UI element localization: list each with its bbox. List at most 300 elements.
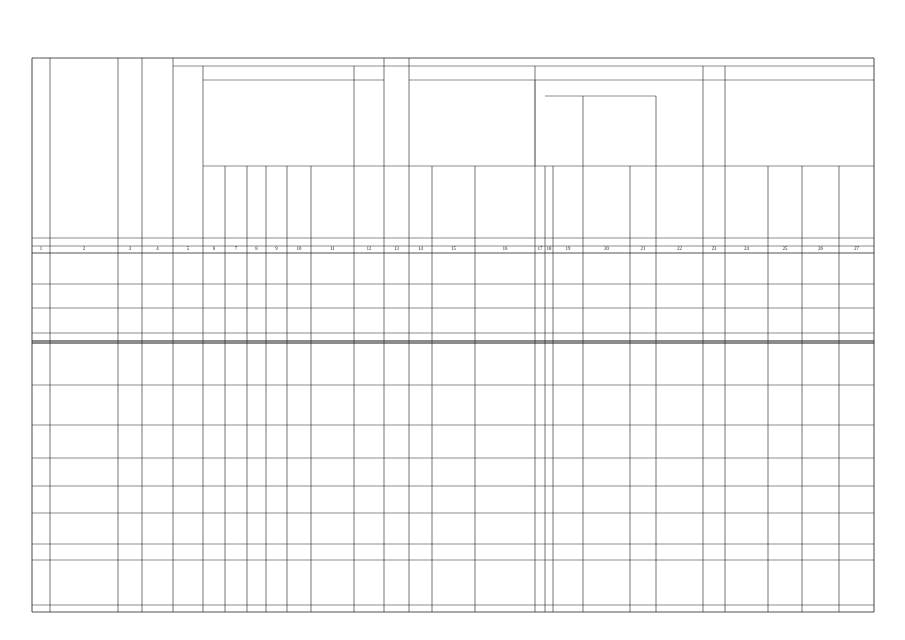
cell-value xyxy=(704,319,723,325)
cell-value xyxy=(803,267,837,273)
cell-value xyxy=(840,403,872,409)
unit-label xyxy=(475,240,535,246)
cell-value xyxy=(143,294,171,300)
cell-value xyxy=(631,319,654,325)
cell-value xyxy=(726,319,766,325)
cell-value xyxy=(803,319,837,325)
cell-value xyxy=(433,581,473,587)
cell-value xyxy=(248,403,264,409)
cell-value xyxy=(248,319,264,325)
cell-value xyxy=(840,267,872,273)
cell-value xyxy=(174,319,201,325)
cell-value xyxy=(840,581,872,587)
cell-value xyxy=(288,470,309,476)
row-number xyxy=(32,335,50,341)
cell-value xyxy=(143,319,171,325)
cell-value xyxy=(546,319,551,325)
cell-value xyxy=(803,403,837,409)
cell-value xyxy=(267,550,285,556)
cell-value xyxy=(554,550,581,556)
cell-value xyxy=(704,440,723,446)
cell-value xyxy=(143,335,171,341)
cell-value xyxy=(226,550,245,556)
cell-value xyxy=(410,335,430,341)
cell-value xyxy=(355,335,382,341)
cell-value xyxy=(385,335,407,341)
cell-value xyxy=(769,335,800,341)
cell-value xyxy=(355,527,382,533)
cell-value xyxy=(226,294,245,300)
cell-value xyxy=(704,550,723,556)
cell-value xyxy=(546,294,551,300)
cell-value xyxy=(267,527,285,533)
cell-value xyxy=(288,362,309,368)
cell-value xyxy=(657,581,701,587)
cell-value xyxy=(584,498,628,504)
cell-value xyxy=(267,498,285,504)
cell-value xyxy=(704,581,723,587)
cell-value xyxy=(554,335,581,341)
cell-value xyxy=(174,403,201,409)
cell-value xyxy=(433,335,473,341)
cell-value xyxy=(312,335,352,341)
sub-header xyxy=(209,170,219,234)
column-number: 26 xyxy=(818,247,823,252)
cell-value xyxy=(433,362,473,368)
cell-value xyxy=(726,362,766,368)
cell-value xyxy=(631,470,654,476)
cell-value xyxy=(288,498,309,504)
cell-value xyxy=(174,470,201,476)
cell-value xyxy=(433,319,473,325)
cell-value xyxy=(476,440,533,446)
sub-header xyxy=(742,170,752,234)
unit-label xyxy=(725,240,768,246)
cell-value xyxy=(536,550,543,556)
cell-value xyxy=(554,581,581,587)
cell-value xyxy=(174,362,201,368)
column-number: 3 xyxy=(128,247,132,252)
column-number: 16 xyxy=(502,247,508,252)
cell-value xyxy=(769,550,800,556)
row-number xyxy=(32,581,50,587)
cell-value xyxy=(267,294,285,300)
cell-value xyxy=(119,498,140,504)
unit-label xyxy=(50,240,118,246)
cell-value xyxy=(433,470,473,476)
cell-value xyxy=(704,294,723,300)
cell-value xyxy=(769,470,800,476)
cell-value xyxy=(143,470,171,476)
cell-value xyxy=(584,335,628,341)
cell-value xyxy=(410,470,430,476)
further-use-heading xyxy=(727,68,872,80)
cell-value xyxy=(657,335,701,341)
cell-value xyxy=(385,440,407,446)
row-number xyxy=(32,498,50,504)
cell-value xyxy=(726,498,766,504)
column-number: 21 xyxy=(640,247,646,252)
cell-value xyxy=(174,527,201,533)
cell-value xyxy=(840,319,872,325)
cell-value xyxy=(355,550,382,556)
sub-header xyxy=(183,170,193,234)
cell-value xyxy=(536,527,543,533)
cell-value xyxy=(410,294,430,300)
cell-value xyxy=(546,440,551,446)
column-number: 24 xyxy=(744,247,749,252)
cell-value xyxy=(385,470,407,476)
cell-value xyxy=(631,527,654,533)
cell-value xyxy=(769,498,800,504)
cell-value xyxy=(226,470,245,476)
sub-header xyxy=(852,170,862,234)
cell-value xyxy=(584,362,628,368)
cell-value xyxy=(769,267,800,273)
row-number xyxy=(32,362,50,368)
sub-header xyxy=(544,170,554,234)
cell-value xyxy=(803,362,837,368)
cell-value xyxy=(769,440,800,446)
cell-value xyxy=(657,440,701,446)
area-heading xyxy=(122,88,134,228)
cell-value xyxy=(143,550,171,556)
unit-label xyxy=(118,240,142,246)
cell-value xyxy=(288,527,309,533)
cell-value xyxy=(476,403,533,409)
column-number: 2 xyxy=(82,247,86,252)
cell-value xyxy=(476,550,533,556)
cell-value xyxy=(119,581,140,587)
cell-value xyxy=(803,550,837,556)
group-heading-left xyxy=(183,60,374,68)
cell-value xyxy=(726,440,766,446)
unit-label xyxy=(354,240,384,246)
unit-label xyxy=(225,240,247,246)
column-number: 9 xyxy=(275,247,278,252)
cell-value xyxy=(143,403,171,409)
cell-value xyxy=(546,527,551,533)
municipality-name xyxy=(52,345,116,383)
cell-value xyxy=(288,319,309,325)
sub-header xyxy=(294,170,304,234)
cell-value xyxy=(204,319,223,325)
cell-value xyxy=(355,440,382,446)
cell-value xyxy=(631,440,654,446)
cell-value xyxy=(385,498,407,504)
row-number xyxy=(32,403,50,409)
cell-value xyxy=(288,294,309,300)
cost-heading xyxy=(150,88,162,228)
cell-value xyxy=(840,498,872,504)
unit-label xyxy=(583,240,630,246)
cell-value xyxy=(769,294,800,300)
cell-value xyxy=(433,550,473,556)
cell-value xyxy=(248,362,264,368)
unit-label xyxy=(768,240,802,246)
cell-value xyxy=(288,267,309,273)
cell-value xyxy=(726,267,766,273)
unit-label xyxy=(432,240,475,246)
column-number: 20 xyxy=(604,247,609,252)
cell-value xyxy=(119,527,140,533)
column-number: 18 xyxy=(546,247,552,252)
under-construction-heading xyxy=(547,132,581,142)
cell-value xyxy=(143,498,171,504)
cell-value xyxy=(143,267,171,273)
cell-value xyxy=(840,335,872,341)
cell-value xyxy=(840,527,872,533)
cell-value xyxy=(288,550,309,556)
cell-value xyxy=(554,403,581,409)
sub-header xyxy=(231,170,241,234)
column-number: 23 xyxy=(711,247,717,252)
commissioned-heading xyxy=(585,126,654,142)
cell-value xyxy=(248,550,264,556)
cell-value xyxy=(204,362,223,368)
builders-heading xyxy=(537,98,654,106)
municipality-name xyxy=(52,488,116,511)
cell-value xyxy=(355,581,382,587)
sub-header xyxy=(449,170,459,234)
municipality-name xyxy=(52,286,116,306)
cell-value xyxy=(726,294,766,300)
cell-value xyxy=(554,362,581,368)
cell-value xyxy=(546,581,551,587)
column-number: 25 xyxy=(782,247,788,252)
cell-value xyxy=(267,335,285,341)
cell-value xyxy=(657,267,701,273)
cell-value xyxy=(433,498,473,504)
cell-value xyxy=(355,319,382,325)
unit-label xyxy=(384,240,409,246)
column-number: 27 xyxy=(854,247,859,252)
unit-label xyxy=(703,240,725,246)
cell-value xyxy=(119,319,140,325)
unit-label xyxy=(142,240,173,246)
acquisition-other-heading xyxy=(658,126,723,150)
cell-value xyxy=(657,527,701,533)
row-number xyxy=(32,470,50,476)
sub-header xyxy=(602,170,612,234)
cell-value xyxy=(584,550,628,556)
unit-label xyxy=(839,240,874,246)
cell-value xyxy=(226,527,245,533)
cell-value xyxy=(631,362,654,368)
cell-value xyxy=(119,550,140,556)
cell-value xyxy=(840,440,872,446)
cell-value xyxy=(769,527,800,533)
cell-value xyxy=(410,362,430,368)
cell-value xyxy=(769,581,800,587)
total-b-heading xyxy=(415,110,469,120)
sub-header xyxy=(638,170,648,234)
cell-value xyxy=(536,470,543,476)
cell-value xyxy=(174,440,201,446)
cell-value xyxy=(536,403,543,409)
cell-value xyxy=(536,581,543,587)
unit-label xyxy=(409,240,432,246)
cell-value xyxy=(267,470,285,476)
municipality-name xyxy=(52,335,116,339)
cell-value xyxy=(704,362,723,368)
cell-value xyxy=(631,335,654,341)
cell-value xyxy=(410,440,430,446)
cell-value xyxy=(385,527,407,533)
column-number: 5 xyxy=(186,247,190,252)
cell-value xyxy=(410,498,430,504)
municipality-name xyxy=(52,310,116,331)
column-number: 10 xyxy=(296,247,302,252)
unit-label xyxy=(535,240,545,246)
cell-value xyxy=(355,362,382,368)
sub-header xyxy=(816,170,826,234)
cell-value xyxy=(248,470,264,476)
cell-value xyxy=(631,498,654,504)
cell-value xyxy=(584,470,628,476)
cell-value xyxy=(355,403,382,409)
cell-value xyxy=(840,470,872,476)
cell-value xyxy=(119,294,140,300)
sub-header xyxy=(563,170,573,234)
cell-value xyxy=(476,581,533,587)
cell-value xyxy=(536,335,543,341)
unit-label xyxy=(32,240,50,246)
municipality-name xyxy=(52,387,116,423)
sub-header xyxy=(675,170,685,234)
cell-value xyxy=(226,403,245,409)
cell-value xyxy=(174,550,201,556)
cell-value xyxy=(204,294,223,300)
column-number: 4 xyxy=(156,247,159,252)
cell-value xyxy=(726,470,766,476)
cell-value xyxy=(476,267,533,273)
cell-value xyxy=(119,403,140,409)
cell-value xyxy=(726,527,766,533)
cell-value xyxy=(385,403,407,409)
cell-value xyxy=(385,319,407,325)
sub-header xyxy=(500,170,510,234)
column-number: 1 xyxy=(39,247,43,252)
cell-value xyxy=(288,335,309,341)
cell-value xyxy=(312,581,352,587)
cell-value xyxy=(704,267,723,273)
cell-value xyxy=(410,581,430,587)
cell-value xyxy=(631,267,654,273)
cell-value xyxy=(267,581,285,587)
cell-value xyxy=(248,267,264,273)
cell-value xyxy=(554,470,581,476)
cell-value xyxy=(410,319,430,325)
cell-value xyxy=(410,527,430,533)
cell-value xyxy=(840,294,872,300)
cell-value xyxy=(174,335,201,341)
municipality-name xyxy=(52,515,116,542)
cell-value xyxy=(584,440,628,446)
cell-value xyxy=(226,267,245,273)
cell-value xyxy=(204,470,223,476)
cell-value xyxy=(536,498,543,504)
cell-value xyxy=(631,550,654,556)
column-number: 22 xyxy=(677,247,682,252)
cell-value xyxy=(174,581,201,587)
cell-value xyxy=(803,470,837,476)
cell-value xyxy=(204,550,223,556)
cell-value xyxy=(143,440,171,446)
cell-value xyxy=(536,267,543,273)
cell-value xyxy=(546,335,551,341)
cell-value xyxy=(174,498,201,504)
cell-value xyxy=(433,440,473,446)
column-number: 17 xyxy=(537,247,543,252)
cell-value xyxy=(312,319,352,325)
cell-value xyxy=(288,403,309,409)
cell-value xyxy=(554,294,581,300)
cell-value xyxy=(355,267,382,273)
unit-label xyxy=(553,240,583,246)
cell-value xyxy=(726,403,766,409)
unit-label xyxy=(802,240,839,246)
cell-value xyxy=(476,362,533,368)
cell-value xyxy=(267,319,285,325)
cell-value xyxy=(476,294,533,300)
cell-value xyxy=(312,498,352,504)
cell-value xyxy=(584,403,628,409)
cell-value xyxy=(584,527,628,533)
column-number: 6 xyxy=(212,247,216,252)
cell-value xyxy=(143,527,171,533)
cell-value xyxy=(554,527,581,533)
cell-value xyxy=(288,581,309,587)
cell-value xyxy=(312,403,352,409)
cell-value xyxy=(657,294,701,300)
cell-value xyxy=(476,527,533,533)
cell-value xyxy=(226,498,245,504)
cell-value xyxy=(536,362,543,368)
cell-value xyxy=(248,498,264,504)
cell-value xyxy=(204,335,223,341)
row-number xyxy=(32,267,50,273)
sub-header xyxy=(709,170,719,234)
including-left xyxy=(208,68,379,76)
unit-label xyxy=(247,240,266,246)
cell-value xyxy=(226,581,245,587)
row-number xyxy=(32,440,50,446)
cell-value xyxy=(704,498,723,504)
cell-value xyxy=(204,527,223,533)
cell-value xyxy=(840,362,872,368)
cell-value xyxy=(226,440,245,446)
row-number xyxy=(32,527,50,533)
cell-value xyxy=(248,527,264,533)
cell-value xyxy=(554,319,581,325)
group-heading-right xyxy=(419,60,864,68)
cell-value xyxy=(119,440,140,446)
column-number: 14 xyxy=(418,247,423,252)
cell-value xyxy=(312,267,352,273)
sub-header xyxy=(780,170,790,234)
cell-value xyxy=(840,550,872,556)
cell-value xyxy=(803,294,837,300)
cell-value xyxy=(631,403,654,409)
cell-value xyxy=(267,362,285,368)
cell-value xyxy=(174,267,201,273)
cell-value xyxy=(546,550,551,556)
cell-value xyxy=(119,470,140,476)
cell-value xyxy=(536,319,543,325)
unit-label xyxy=(203,240,225,246)
cell-value xyxy=(536,440,543,446)
